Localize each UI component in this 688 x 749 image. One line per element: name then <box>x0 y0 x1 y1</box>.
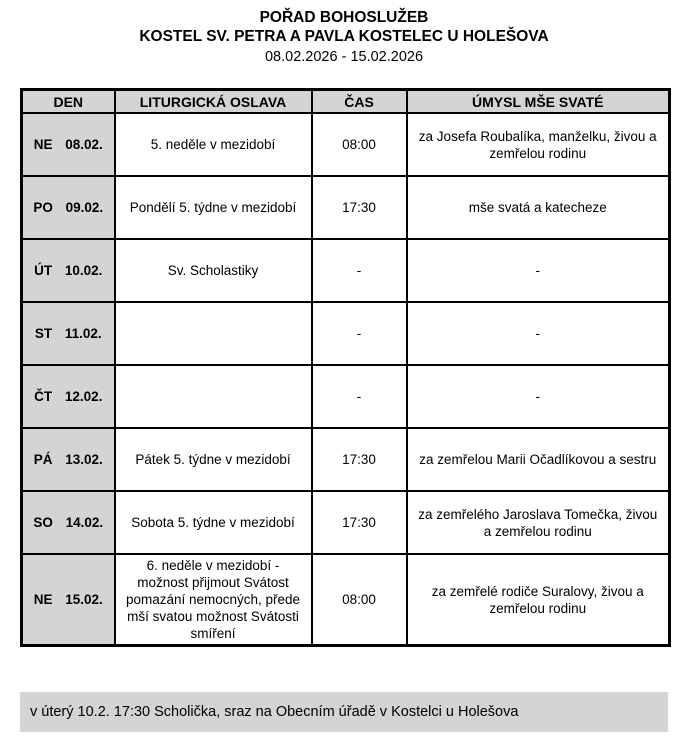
table-row <box>22 302 670 365</box>
table-row <box>22 428 670 491</box>
day-abbreviation: ÚT <box>34 263 53 278</box>
day-date: 10.02. <box>64 263 103 278</box>
liturgical-celebration-cell: Sobota 5. týdne v mezidobí <box>115 491 312 554</box>
table-body <box>22 113 670 646</box>
table-header-row <box>22 90 670 114</box>
day-cell <box>22 302 115 365</box>
mass-schedule-table <box>20 88 671 647</box>
table-row <box>22 491 670 554</box>
day-date: 15.02. <box>65 592 103 607</box>
page-subtitle: KOSTEL SV. PETRA A PAVLA KOSTELEC U HOLEŠOVA <box>139 28 549 45</box>
time-cell: 17:30 <box>312 491 407 554</box>
day-abbreviation: ST <box>34 326 53 341</box>
date-range: 08.02.2026 - 15.02.2026 <box>264 49 424 65</box>
day-abbreviation: SO <box>33 515 53 530</box>
day-cell <box>22 554 115 646</box>
liturgical-celebration-cell: Pondělí 5. týdne v mezidobí <box>115 176 312 239</box>
liturgical-celebration-cell <box>115 365 312 428</box>
day-cell <box>22 365 115 428</box>
day-date: 11.02. <box>64 326 102 341</box>
time-cell: 08:00 <box>312 113 407 176</box>
liturgical-celebration-cell: Pátek 5. týdne v mezidobí <box>115 428 312 491</box>
table-row <box>22 239 670 302</box>
column-header-oslava: LITURGICKÁ OSLAVA <box>115 90 312 114</box>
time-cell: - <box>312 365 407 428</box>
intention-cell: za zemřelou Marii Očadlíkovou a sestru <box>407 428 670 491</box>
table-row <box>22 176 670 239</box>
intention-cell: - <box>407 302 670 365</box>
table-row <box>22 365 670 428</box>
column-header-cas: ČAS <box>312 90 407 114</box>
intention-cell: za Josefa Roubalíka, manželku, živou a zemřelou rodinu <box>407 113 670 176</box>
day-abbreviation: ČT <box>34 389 53 404</box>
liturgical-celebration-cell: Sv. Scholastiky <box>115 239 312 302</box>
table-row <box>22 554 670 646</box>
liturgical-celebration-cell <box>115 302 312 365</box>
column-header-den: DEN <box>22 90 115 114</box>
footer-note-bar <box>20 692 668 732</box>
intention-cell: za zemřelého Jaroslava Tomečka, živou a zemřelou rodinu <box>407 491 670 554</box>
column-header-umysl: ÚMYSL MŠE SVATÉ <box>407 90 670 114</box>
liturgical-celebration-cell: 5. neděle v mezidobí <box>115 113 312 176</box>
day-abbreviation: PO <box>33 200 53 215</box>
day-abbreviation: PÁ <box>33 452 53 467</box>
day-date: 14.02. <box>65 515 104 530</box>
footer-note-text: v úterý 10.2. 17:30 Scholička, sraz na Obecním úřadě v Kostelci u Holešova <box>30 704 519 720</box>
time-cell: 17:30 <box>312 428 407 491</box>
day-date: 12.02. <box>64 389 103 404</box>
intention-cell: mše svatá a katecheze <box>407 176 670 239</box>
document-header <box>0 8 688 67</box>
day-date: 09.02. <box>65 200 104 215</box>
day-cell <box>22 176 115 239</box>
day-cell <box>22 239 115 302</box>
time-cell: 17:30 <box>312 176 407 239</box>
table-row <box>22 113 670 176</box>
day-date: 08.02. <box>65 137 103 152</box>
day-abbreviation: NE <box>33 137 53 152</box>
day-date: 13.02. <box>65 452 103 467</box>
intention-cell: za zemřelé rodiče Suralovy, živou a zemřelou rodinu <box>407 554 670 646</box>
time-cell: - <box>312 302 407 365</box>
liturgical-celebration-cell: 6. neděle v mezidobí - možnost přijmout Svátost pomazání nemocných, přede mší svatou možnost Svátosti smíření <box>115 554 312 646</box>
day-cell <box>22 491 115 554</box>
page-title: POŘAD BOHOSLUŽEB <box>259 9 429 26</box>
intention-cell: - <box>407 239 670 302</box>
time-cell: - <box>312 239 407 302</box>
intention-cell: - <box>407 365 670 428</box>
time-cell: 08:00 <box>312 554 407 646</box>
day-cell <box>22 428 115 491</box>
day-abbreviation: NE <box>33 592 53 607</box>
day-cell <box>22 113 115 176</box>
